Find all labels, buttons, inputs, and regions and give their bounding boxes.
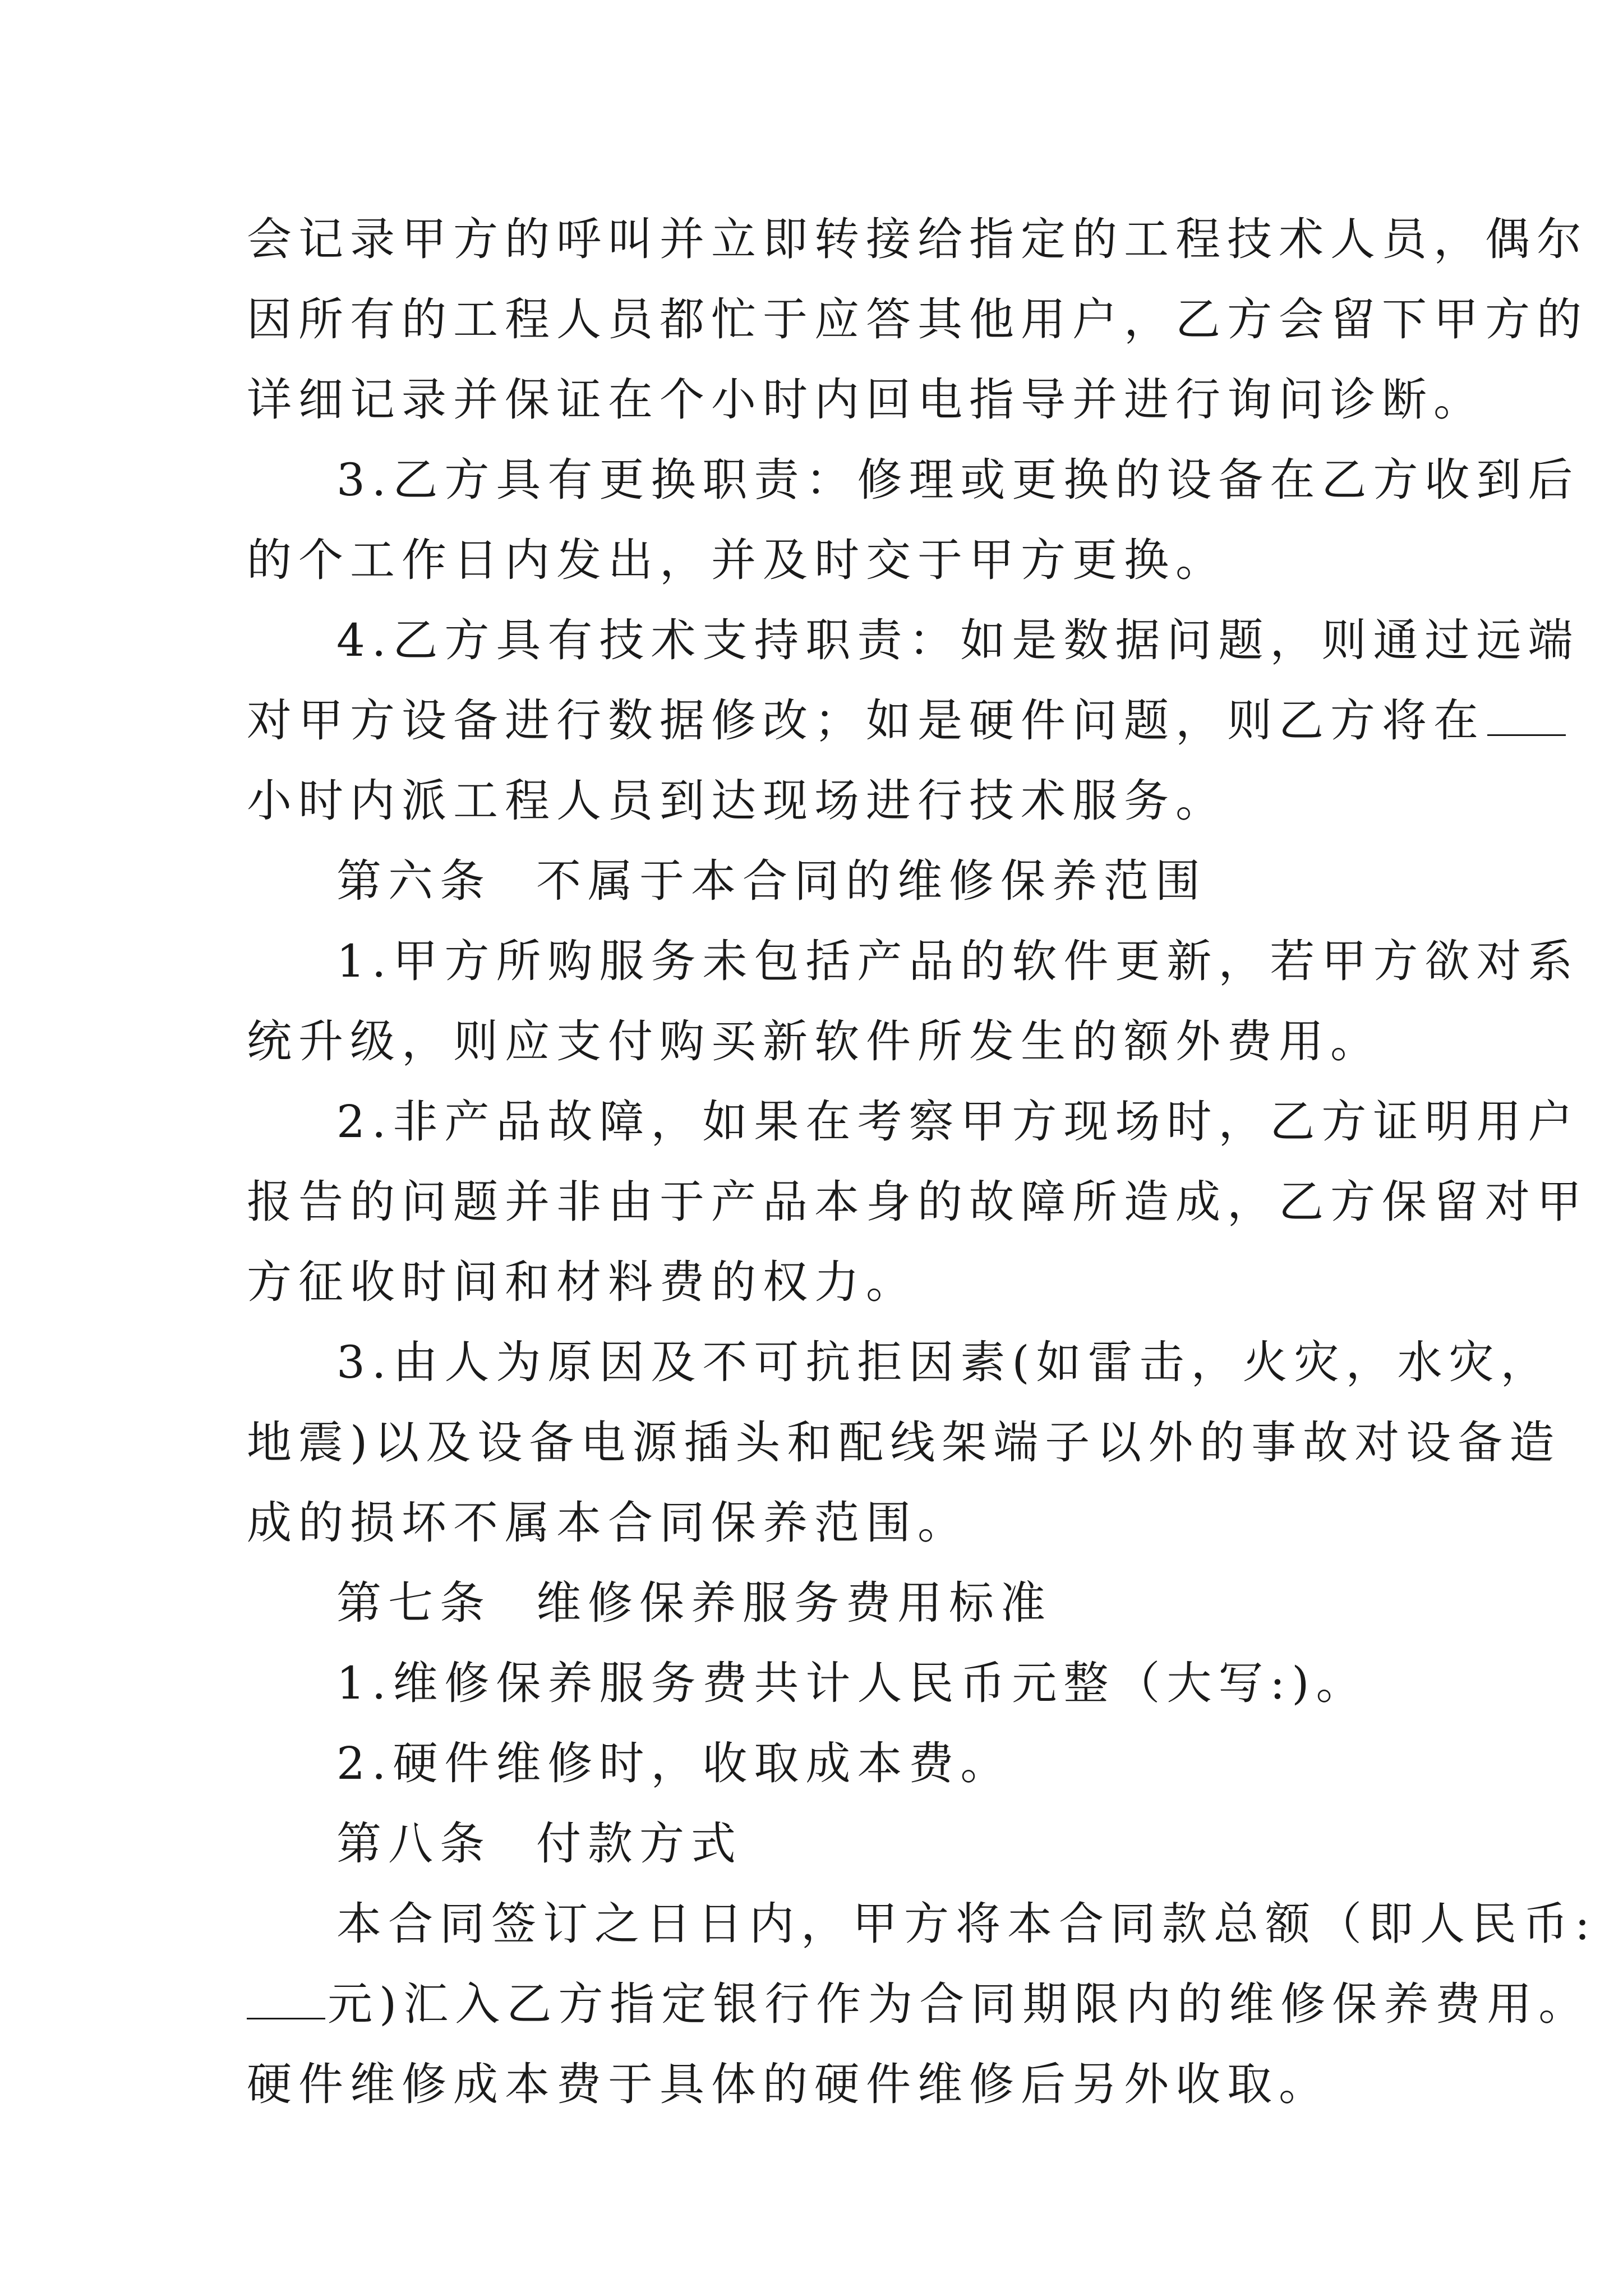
- text-line: 地震)以及设备电源插头和配线架端子以外的事故对设备造: [247, 1416, 1561, 1469]
- text-line: 3.乙方具有更换职责：修理或更换的设备在乙方收到后: [336, 454, 1580, 506]
- text-line: 方征收时间和材料费的权力。: [247, 1256, 917, 1308]
- text-line-with-blank: [247, 1964, 1590, 2044]
- article-title: 不属于本合同的维修保养范围: [536, 855, 1207, 907]
- text-line: 2.硬件维修时，收取成本费。: [336, 1737, 1012, 1789]
- article-6-heading: [247, 841, 1402, 921]
- document-body: [247, 199, 1597, 2124]
- text-line: 2.非产品故障，如果在考察甲方现场时，乙方证明用户: [336, 1096, 1580, 1148]
- article-title: 维修保养服务费用标准: [536, 1577, 1052, 1629]
- text-segment: 元)汇入乙方指定银行作为合同期限内的维修保养费用。: [328, 1978, 1590, 2030]
- text-line: 本合同签订之日日内，甲方将本合同款总额（即人民币:: [336, 1898, 1597, 1950]
- text-line: 详细记录并保证在个小时内回电指导并进行询问诊断。: [247, 374, 1485, 426]
- text-line: 3.由人为原因及不可抗拒因素(如雷击，火灾，水灾，: [336, 1336, 1552, 1388]
- fill-in-blank: [247, 1982, 325, 2019]
- text-line: 4.乙方具有技术支持职责：如是数据问题，则通过远端: [336, 614, 1580, 666]
- text-line: 1.甲方所购服务未包括产品的软件更新，若甲方欲对系: [336, 935, 1580, 987]
- fill-in-blank: [1487, 698, 1566, 736]
- text-line: 因所有的工程人员都忙于应答其他用户，乙方会留下甲方的: [247, 293, 1588, 346]
- text-line: 的个工作日内发出，并及时交于甲方更换。: [247, 534, 1227, 586]
- article-number: 第八条: [336, 1818, 491, 1870]
- text-line: 1.维修保养服务费共计人民币元整（大写:)。: [336, 1657, 1368, 1709]
- article-number: 第七条: [336, 1577, 491, 1629]
- text-line: 会记录甲方的呼叫并立即转接给指定的工程技术人员，偶尔: [247, 213, 1588, 265]
- text-line: 成的损坏不属本合同保养范围。: [247, 1497, 969, 1549]
- text-line: 报告的问题并非由于产品本身的故障所造成，乙方保留对甲: [247, 1176, 1588, 1228]
- article-number: 第六条: [336, 855, 491, 907]
- text-line: 统升级，则应支付购买新软件所发生的额外费用。: [247, 1015, 1382, 1068]
- text-segment: 对甲方设备进行数据修改；如是硬件问题，则乙方将在: [247, 694, 1485, 747]
- article-8-heading: [247, 1803, 1402, 1884]
- article-title: 付款方式: [536, 1818, 743, 1870]
- text-line: 小时内派工程人员到达现场进行技术服务。: [247, 775, 1227, 827]
- text-line: 硬件维修成本费于具体的硬件维修后另外收取。: [247, 2058, 1330, 2110]
- article-7-heading: [247, 1563, 1402, 1643]
- text-line-with-blank: [247, 680, 1485, 761]
